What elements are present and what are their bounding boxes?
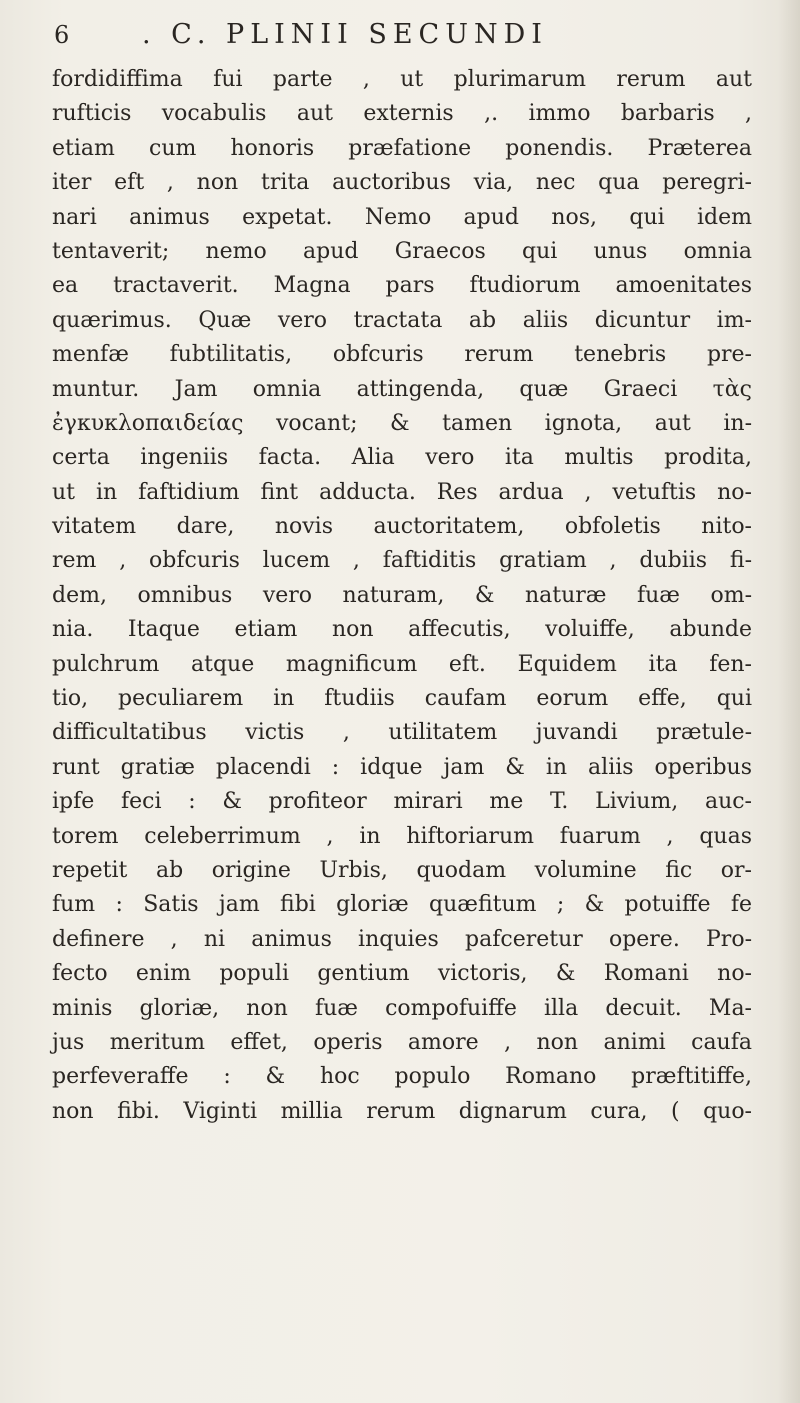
text-line: definere , ni animus inquies pafceretur opere. Pro- — [52, 926, 752, 952]
page-number: 6 — [54, 21, 70, 49]
text-line: fordidiffima fui parte , ut plurimarum rerum aut — [52, 67, 752, 92]
body-text — [52, 63, 752, 1129]
running-title: . C. PLINII SECUNDI — [142, 19, 548, 50]
page-edge-shadow — [778, 0, 800, 1403]
text-line: ut in faftidium fint adducta. Res ardua , vetuftis no- — [52, 479, 752, 505]
text-line: ea tractaverit. Magna pars ftudiorum amoenitates — [52, 273, 752, 299]
text-line: ἐγκυκλοπαιδείας vocant; & tamen ignota, aut in- — [52, 410, 752, 436]
text-line: muntur. Jam omnia attingenda, quæ Graeci τὰς — [52, 376, 752, 402]
text-line: rufticis vocabulis aut externis ,. immo barbaris , — [52, 101, 752, 127]
text-line: tentaverit; nemo apud Graecos qui unus omnia — [52, 238, 752, 264]
running-head — [52, 18, 772, 52]
text-line: rem , obfcuris lucem , faftiditis gratiam , dubiis fi- — [52, 548, 752, 574]
text-line: runt gratiæ placendi : idque jam & in aliis operibus — [52, 754, 752, 780]
text-line: menfæ fubtilitatis, obfcuris rerum tenebris pre- — [52, 342, 752, 368]
text-line: tio, peculiarem in ftudiis caufam eorum effe, qui — [52, 686, 752, 712]
text-line: difficultatibus victis , utilitatem juvandi prætule- — [52, 720, 752, 746]
text-line: repetit ab origine Urbis, quodam volumine fic or- — [52, 857, 752, 883]
text-line: certa ingeniis facta. Alia vero ita multis prodita, — [52, 445, 752, 471]
text-line: vitatem dare, novis auctoritatem, obfoletis nito- — [52, 514, 752, 540]
text-line: torem celeberrimum , in hiftoriarum fuarum , quas — [52, 823, 752, 849]
text-line: pulchrum atque magnificum eft. Equidem ita fen- — [52, 651, 752, 677]
text-line: non fibi. Viginti millia rerum dignarum cura, ( quo- — [52, 1098, 752, 1124]
text-line: nia. Itaque etiam non affecutis, voluiffe, abunde — [52, 617, 752, 643]
text-line: minis gloriæ, non fuæ compofuiffe illa decuit. Ma- — [52, 995, 752, 1021]
text-line: jus meritum effet, operis amore , non animi caufa — [52, 1029, 752, 1055]
text-line: perfeveraffe : & hoc populo Romano præftitiffe, — [52, 1064, 752, 1090]
text-line: quærimus. Quæ vero tractata ab aliis dicuntur im- — [52, 307, 752, 333]
text-line: ipfe feci : & profiteor mirari me T. Livium, auc- — [52, 789, 752, 815]
text-line: dem, omnibus vero naturam, & naturæ fuæ om- — [52, 582, 752, 608]
text-line: etiam cum honoris præfatione ponendis. Præterea — [52, 135, 752, 161]
text-line: iter eft , non trita auctoribus via, nec qua peregri- — [52, 170, 752, 196]
text-line: nari animus expetat. Nemo apud nos, qui idem — [52, 204, 752, 230]
text-line: fum : Satis jam fibi gloriæ quæfitum ; & potuiffe fe — [52, 892, 752, 918]
text-line: fecto enim populi gentium victoris, & Romani no- — [52, 961, 752, 987]
